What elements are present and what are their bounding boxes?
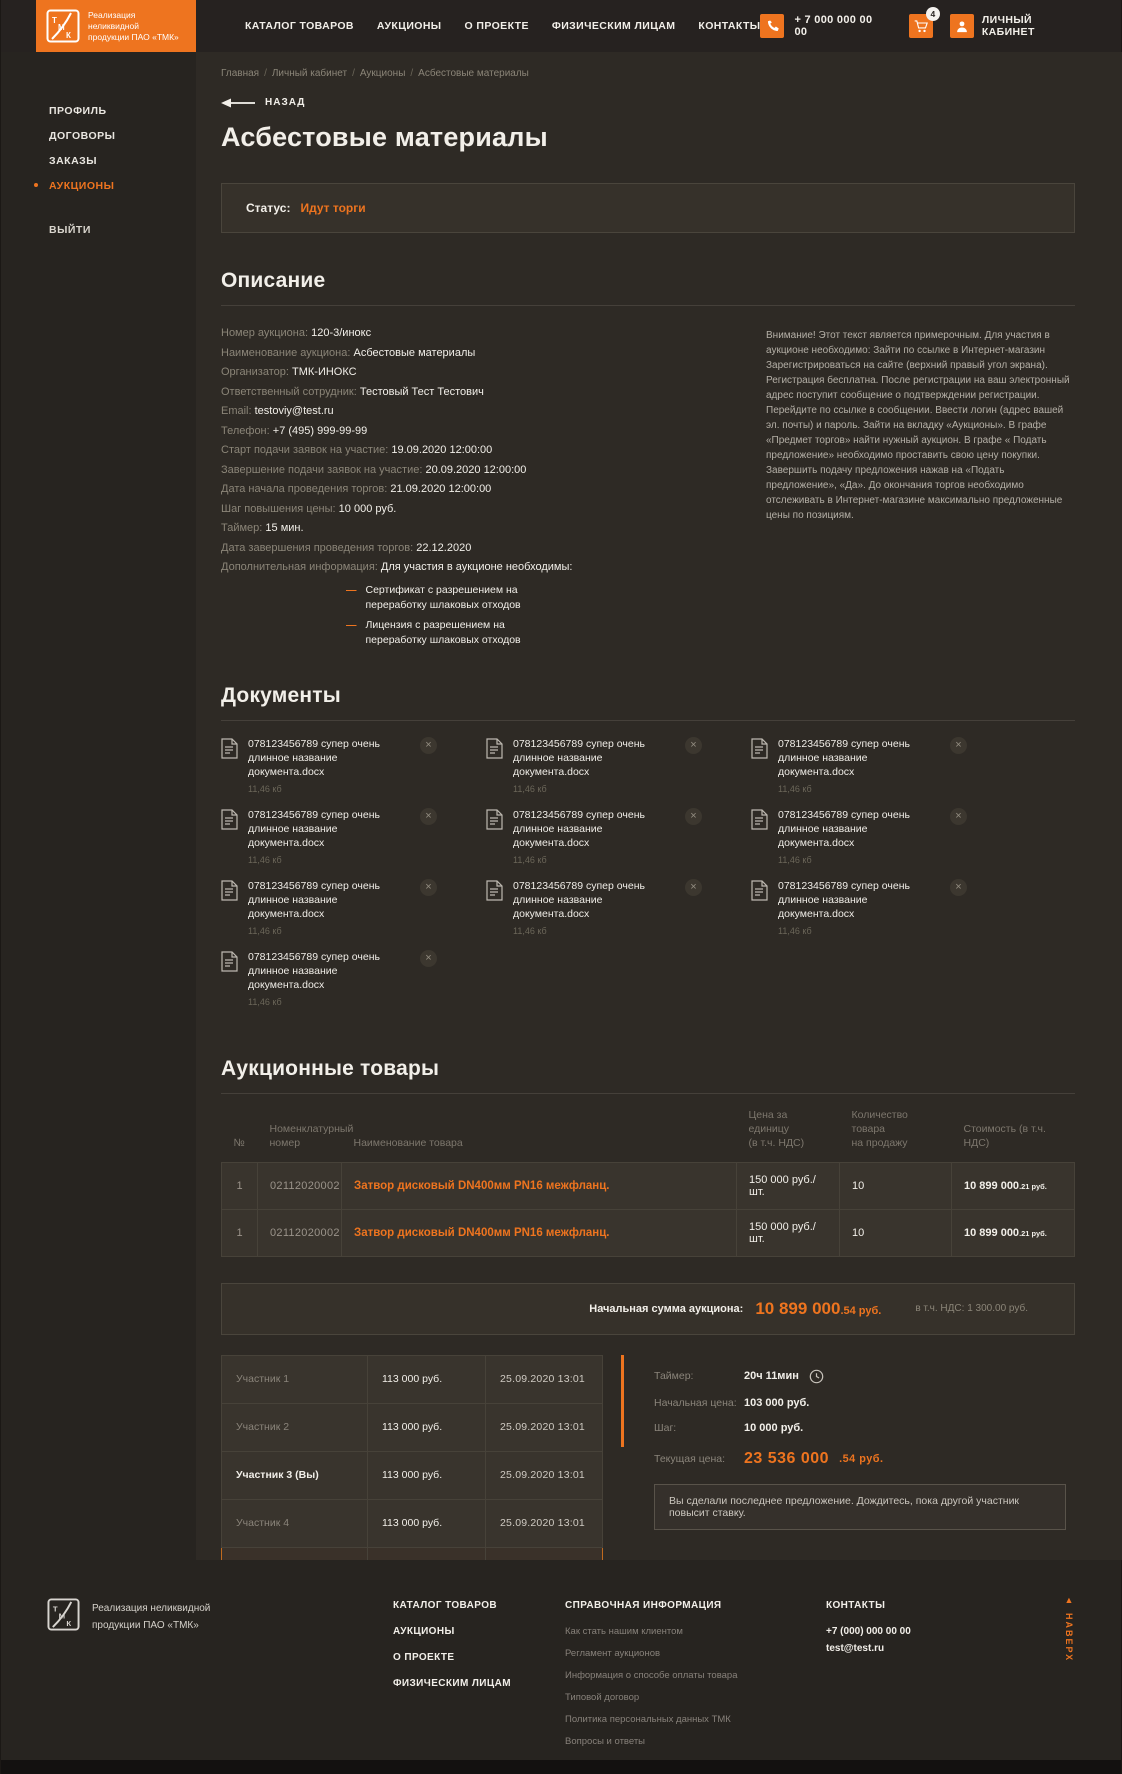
scroll-to-top-button[interactable]: ▲ НАВЕРХ — [1064, 1595, 1074, 1663]
description-field — [221, 500, 646, 520]
goods-header-row — [222, 1094, 1075, 1163]
footer-info-link[interactable]: Типовой договор — [565, 1692, 640, 1703]
footer-info-link[interactable]: Информация о способе оплаты товара — [565, 1670, 738, 1681]
document-remove-button[interactable]: × — [420, 808, 437, 825]
sidebar-item-orders[interactable]: ЗАКАЗЫ — [49, 155, 98, 167]
document-name[interactable]: 078123456789 супер очень длинное название документа.docx — [513, 737, 645, 778]
document-icon — [751, 808, 768, 865]
description-field — [221, 461, 646, 481]
goods-quantity: 10 — [840, 1162, 952, 1209]
description-field — [221, 539, 646, 559]
participant-date: 25.09.2020 13:01 — [486, 1499, 603, 1547]
participant-row — [222, 1499, 603, 1547]
breadcrumb-link[interactable]: Личный кабинет — [271, 68, 348, 79]
footer-nav — [393, 1600, 511, 1704]
footer-info-link[interactable]: Вопросы и ответы — [565, 1736, 646, 1747]
goods-quantity: 10 — [840, 1209, 952, 1256]
footer-logo-icon — [47, 1598, 80, 1631]
document-remove-button[interactable]: × — [685, 879, 702, 896]
top-nav-item[interactable]: О ПРОЕКТЕ — [464, 20, 529, 32]
breadcrumb-item — [272, 68, 360, 79]
document-icon — [221, 879, 238, 936]
field-value: 120-3/инокс — [311, 327, 372, 339]
participant-row — [222, 1355, 603, 1403]
cart-button[interactable] — [909, 9, 936, 38]
status-label: Статус: — [246, 201, 291, 215]
field-label: Старт подачи заявок на участие: — [221, 444, 389, 456]
field-value: 10 000 руб. — [338, 502, 397, 515]
field-label: Таймер: — [221, 522, 263, 534]
back-button[interactable]: НАЗАД — [221, 97, 305, 108]
breadcrumb-link[interactable]: Главная — [221, 68, 260, 79]
description-field — [221, 324, 646, 344]
brand-text: Реализация неликвидной продукции ПАО «ТМК» — [88, 9, 179, 42]
footer-email[interactable]: test@test.ru — [826, 1643, 885, 1654]
document-size: 11,46 кб — [248, 925, 282, 936]
cart-count-badge: 4 — [926, 7, 940, 21]
bid-status-message: Вы сделали последнее предложение. Дождитесь, пока другой участник повысит ставку. — [654, 1484, 1066, 1530]
participant-name: Участник 1 — [222, 1355, 368, 1403]
orange-divider — [621, 1355, 624, 1447]
document-icon — [751, 737, 768, 794]
footer-nav-item[interactable]: ФИЗИЧЕСКИМ ЛИЦАМ — [393, 1678, 511, 1689]
site-header — [1, 0, 1121, 52]
breadcrumb — [221, 68, 1075, 79]
document-size: 11,46 кб — [778, 854, 812, 865]
dash-icon: — — [346, 618, 357, 631]
footer-brand-text: Реализация неликвидной продукции ПАО «ТМК» — [92, 1603, 211, 1631]
svg-text:Т: Т — [52, 16, 57, 25]
description-field — [221, 383, 646, 403]
field-label: Дополнительная информация: — [221, 561, 378, 573]
goods-row-number: 1 — [222, 1162, 258, 1209]
document-icon — [221, 950, 238, 1007]
document-name[interactable]: 078123456789 супер очень длинное название документа.docx — [248, 808, 380, 849]
goods-table-row — [222, 1162, 1075, 1209]
document-size: 11,46 кб — [248, 783, 282, 794]
participant-name: Участник 4 — [222, 1499, 368, 1547]
product-link[interactable]: Затвор дисковый DN400мм PN16 межфланц. — [354, 1179, 610, 1192]
start-price-line: Начальная цена: 103 000 руб. — [654, 1396, 810, 1409]
participant-bid: 113 000 руб. — [368, 1499, 486, 1547]
footer-info-heading: СПРАВОЧНАЯ ИНФОРМАЦИЯ — [565, 1600, 722, 1611]
field-value: +7 (495) 999-99-99 — [272, 424, 368, 437]
top-nav-item[interactable]: АУКЦИОНЫ — [376, 20, 442, 32]
document-name[interactable]: 078123456789 супер очень длинное название документа.docx — [513, 808, 645, 849]
bottom-strip — [1, 1760, 1121, 1774]
product-link[interactable]: Затвор дисковый DN400мм PN16 межфланц. — [354, 1226, 610, 1239]
field-value: 19.09.2020 12:00:00 — [391, 444, 493, 456]
back-arrow-icon — [221, 98, 255, 108]
document-card — [486, 808, 736, 865]
auction-notice — [766, 324, 1071, 648]
description-field — [221, 441, 646, 461]
footer-info-column — [565, 1600, 737, 1758]
current-price-line: Текущая цена: 23 536 000 .54 руб. — [654, 1449, 884, 1467]
participant-date: 25.09.2020 13:01 — [486, 1451, 603, 1499]
phone-icon[interactable] — [760, 14, 784, 38]
summary-amount: 10 899 000.54 руб. — [755, 1298, 882, 1318]
document-name[interactable]: 078123456789 супер очень длинное название документа.docx — [248, 879, 380, 920]
goods-row-number: 1 — [222, 1209, 258, 1256]
requirement-item — [346, 618, 646, 648]
header-right-group — [760, 9, 1121, 38]
description-heading: Описание — [221, 269, 326, 292]
document-card — [221, 950, 471, 1007]
field-value: ТМК-ИНОКС — [291, 366, 357, 378]
description-field — [221, 422, 646, 442]
description-field — [221, 402, 646, 422]
sidebar-item-logout[interactable]: ВЫЙТИ — [49, 224, 91, 236]
goods-unit-price: 150 000 руб./шт. — [737, 1162, 840, 1209]
document-remove-button[interactable]: × — [420, 879, 437, 896]
document-remove-button[interactable]: × — [950, 879, 967, 896]
svg-text:М: М — [58, 1611, 66, 1621]
field-value: 15 мин. — [265, 522, 304, 534]
field-value: Для участия в аукционе необходимы: — [380, 561, 573, 573]
document-size: 11,46 кб — [248, 854, 282, 865]
document-remove-button[interactable]: × — [950, 808, 967, 825]
document-card — [486, 737, 736, 794]
goods-column-header: Стоимость (в т.ч. НДС) — [963, 1122, 1046, 1149]
document-name[interactable]: 078123456789 супер очень длинное название документа.docx — [778, 737, 910, 778]
document-size: 11,46 кб — [513, 925, 547, 936]
summary-label: Начальная сумма аукциона: — [589, 1302, 744, 1315]
goods-unit-price: 150 000 руб./шт. — [737, 1209, 840, 1256]
page-title: Асбестовые материалы — [221, 122, 548, 152]
document-remove-button[interactable]: × — [420, 737, 437, 754]
footer-info-link[interactable]: Политика персональных данных ТМК — [565, 1714, 731, 1725]
dash-icon: — — [346, 583, 357, 596]
document-remove-button[interactable]: × — [950, 737, 967, 754]
field-label: Телефон: — [221, 424, 270, 437]
field-label: Организатор: — [221, 366, 289, 378]
participant-row — [222, 1403, 603, 1451]
field-label: Номер аукциона: — [221, 327, 309, 339]
goods-total: 10 899 000.21 руб. — [952, 1209, 1075, 1256]
footer-contacts-column — [826, 1600, 911, 1654]
auction-goods-table — [221, 1094, 1075, 1257]
svg-text:К: К — [66, 31, 71, 40]
description-field — [221, 344, 646, 364]
document-name[interactable]: 078123456789 супер очень длинное название документа.docx — [248, 737, 380, 778]
participant-bid: 113 000 руб. — [368, 1451, 486, 1499]
goods-column-header: Наименование товара — [353, 1136, 463, 1149]
footer-info-link[interactable]: Регламент аукционов — [565, 1648, 661, 1659]
goods-table-row — [222, 1209, 1075, 1256]
auction-page — [1, 0, 1121, 1774]
goods-heading: Аукционные товары — [221, 1056, 440, 1080]
field-value: 20.09.2020 12:00:00 — [425, 463, 527, 476]
goods-column-header: № — [233, 1136, 245, 1149]
notice-text: Внимание! Этот текст является примерочным. Для участия в аукционе необходимо: Зайти по ссылке в Интернет-магазин Зарегистрироваться на сайте (верхний правый угол экрана). Регистрация бесплатна. После регистрации на ваш электронный адрес поступит сообщение о подтверждении регистрации. Перейдите по ссылке в сообщении. Ввести логин (адрес вашей эл. почты) и пароль. Зайти на вкладку «Аукционы». В графе «Предмет торгов» найти нужный аукцион. В графе « Подать предложение» необходимо проставить свою цену покупки. Завершить подачу предложения нажав на «Подать предложение», «Да». До окончания торгов необходимо отслеживать в Интернет-магазине максимально предложенные цены по позициям. — [766, 330, 1070, 521]
document-remove-button[interactable]: × — [420, 950, 437, 967]
top-navigation — [245, 20, 760, 32]
breadcrumb-separator: / — [352, 68, 355, 79]
breadcrumb-link[interactable]: Асбестовые материалы — [418, 68, 529, 79]
document-name[interactable]: 078123456789 супер очень длинное название документа.docx — [248, 950, 380, 991]
field-label: Email: — [221, 405, 252, 417]
field-label: Завершение подачи заявок на участие: — [221, 463, 423, 476]
timer-line: Таймер: 20ч 11мин — [654, 1369, 1074, 1384]
svg-text:М: М — [58, 23, 65, 32]
svg-text:К: К — [66, 1619, 72, 1629]
document-remove-button[interactable]: × — [685, 737, 702, 754]
requirement-text: Сертификат с разрешением на переработку шлаковых отходов — [365, 583, 521, 611]
sidebar-item-profile[interactable]: ПРОФИЛЬ — [49, 105, 107, 117]
document-card — [221, 879, 471, 936]
site-footer — [1, 1560, 1121, 1760]
document-name[interactable]: 078123456789 супер очень длинное название документа.docx — [778, 808, 910, 849]
participant-date: 25.09.2020 13:01 — [486, 1403, 603, 1451]
participant-name: Участник 2 — [222, 1403, 368, 1451]
field-label: Наименование аукциона: — [221, 346, 351, 359]
breadcrumb-separator: / — [264, 68, 267, 79]
goods-column-header: Номенклатурный номер — [269, 1122, 354, 1149]
footer-contacts-heading: КОНТАКТЫ — [826, 1600, 886, 1611]
document-icon — [221, 808, 238, 865]
field-label: Дата завершения проведения торгов: — [221, 541, 414, 554]
documents-grid — [221, 737, 1075, 1007]
document-size: 11,46 кб — [248, 996, 282, 1007]
section-divider — [221, 720, 1075, 721]
document-card — [751, 808, 1001, 865]
document-name[interactable]: 078123456789 супер очень длинное название документа.docx — [513, 879, 645, 920]
account-sidebar — [1, 52, 196, 1560]
participant-bid: 113 000 руб. — [368, 1355, 486, 1403]
breadcrumb-item — [221, 68, 272, 79]
field-label: Шаг повышения цены: — [221, 502, 336, 515]
svg-text:Т: Т — [52, 1604, 58, 1614]
sidebar-item-contracts[interactable]: ДОГОВОРЫ — [49, 130, 116, 142]
breadcrumb-link[interactable]: Аукционы — [359, 68, 406, 79]
document-size: 11,46 кб — [513, 854, 547, 865]
breadcrumb-item — [418, 68, 529, 79]
document-icon — [751, 879, 768, 936]
document-card — [221, 737, 471, 794]
field-value: Асбестовые материалы — [353, 346, 476, 359]
participant-row — [222, 1451, 603, 1499]
field-value: testoviy@test.ru — [254, 405, 334, 417]
document-name[interactable]: 078123456789 супер очень длинное название документа.docx — [778, 879, 910, 920]
participant-name: Участник 3 (Вы) — [222, 1451, 368, 1499]
section-divider — [221, 305, 1075, 306]
main-content — [196, 52, 1122, 1560]
document-icon — [486, 737, 503, 794]
document-card — [486, 879, 736, 936]
up-triangle-icon: ▲ — [1064, 1595, 1074, 1605]
document-card — [221, 808, 471, 865]
top-nav-item[interactable]: КАТАЛОГ ТОВАРОВ — [245, 20, 354, 32]
document-card — [751, 737, 1001, 794]
user-icon[interactable] — [950, 14, 974, 38]
document-size: 11,46 кб — [513, 783, 547, 794]
requirement-item — [346, 583, 646, 613]
step-line: Шаг: 10 000 руб. — [654, 1421, 804, 1434]
field-label: Ответственный сотрудник: — [221, 385, 357, 398]
site-logo[interactable] — [36, 0, 196, 52]
description-field — [221, 558, 646, 578]
status-value: Идут торги — [300, 201, 366, 215]
account-label: ЛИЧНЫЙ КАБИНЕТ — [981, 14, 1035, 38]
document-icon — [486, 808, 503, 865]
summary-vat: в т.ч. НДС: 1 300.00 руб. — [915, 1303, 1028, 1314]
document-size: 11,46 кб — [778, 783, 812, 794]
field-value: 22.12.2020 — [416, 541, 472, 554]
goods-column-header: Цена за единицу (в т.ч. НДС) — [748, 1108, 805, 1149]
description-field — [221, 480, 646, 500]
clock-icon — [809, 1369, 824, 1384]
footer-info-link[interactable]: Как стать нашим клиентом — [565, 1626, 683, 1637]
footer-nav-item[interactable]: КАТАЛОГ ТОВАРОВ — [393, 1600, 498, 1611]
field-value: 21.09.2020 12:00:00 — [390, 483, 492, 495]
document-icon — [221, 737, 238, 794]
top-nav-item[interactable]: ФИЗИЧЕСКИМ ЛИЦАМ — [551, 20, 676, 32]
participant-bid: 113 000 руб. — [368, 1403, 486, 1451]
document-icon — [486, 879, 503, 936]
description-fields — [221, 324, 646, 648]
document-remove-button[interactable]: × — [685, 808, 702, 825]
goods-total: 10 899 000.21 руб. — [952, 1162, 1075, 1209]
top-nav-item[interactable]: КОНТАКТЫ — [698, 20, 761, 32]
timer-panel — [654, 1355, 1074, 1530]
breadcrumb-item — [360, 68, 418, 79]
footer-nav-item[interactable]: АУКЦИОНЫ — [393, 1626, 455, 1637]
requirements-list — [346, 583, 646, 648]
tmk-logo-icon — [46, 9, 80, 43]
footer-phone[interactable]: +7 (000) 000 00 00 — [826, 1626, 911, 1637]
document-card — [751, 879, 1001, 936]
participant-date: 25.09.2020 13:01 — [486, 1355, 603, 1403]
account-button[interactable] — [950, 14, 1071, 38]
breadcrumb-separator: / — [410, 68, 414, 79]
documents-heading: Документы — [221, 683, 341, 707]
auction-summary-box — [221, 1283, 1075, 1335]
description-field — [221, 519, 646, 539]
field-label: Дата начала проведения торгов: — [221, 483, 388, 495]
field-value: Тестовый Тест Тестович — [359, 385, 484, 398]
sidebar-item-auctions[interactable]: АУКЦИОНЫ — [49, 180, 196, 192]
requirement-text: Лицензия с разрешением на переработку шлаковых отходов — [365, 618, 521, 646]
footer-nav-item[interactable]: О ПРОЕКТЕ — [393, 1652, 455, 1663]
active-bullet-icon — [34, 183, 38, 187]
header-phone-number[interactable]: + 7 000 000 00 00 — [794, 14, 873, 38]
status-box — [221, 183, 1075, 233]
description-field — [221, 363, 646, 383]
goods-column-header: Количество товара на продажу — [851, 1108, 908, 1149]
document-size: 11,46 кб — [778, 925, 812, 936]
goods-nomenclature-code: 02112020002 — [258, 1209, 342, 1256]
goods-nomenclature-code: 02112020002 — [258, 1162, 342, 1209]
